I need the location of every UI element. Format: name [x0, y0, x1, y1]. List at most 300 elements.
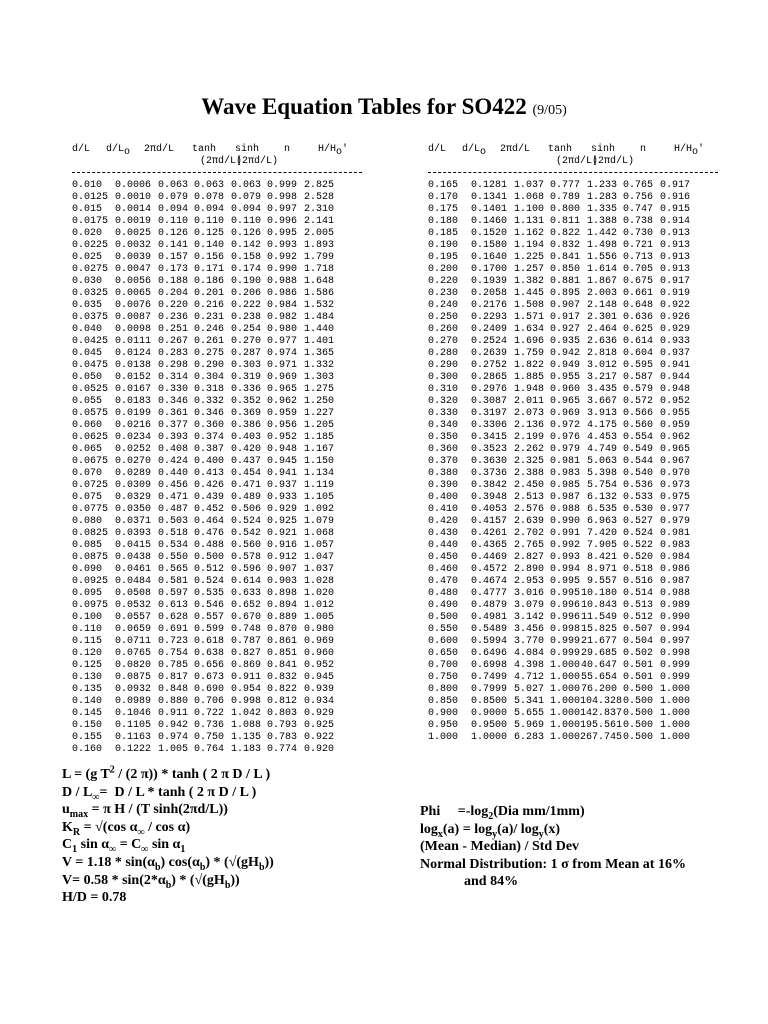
table-cell: 0.0199	[114, 408, 151, 419]
table-cell: 0.520	[622, 552, 653, 563]
table-cell: 0.789	[549, 192, 580, 203]
table-cell: 0.969	[549, 408, 580, 419]
table-cell: 0.0925	[72, 576, 109, 587]
table-cell: 0.2409	[470, 324, 507, 335]
table-cell: 0.085	[72, 540, 103, 551]
table-cell: 0.408	[157, 444, 188, 455]
table-row	[72, 396, 334, 408]
table-cell: 0.800	[549, 204, 580, 215]
table-row	[72, 408, 334, 420]
table-cell: 0.130	[72, 672, 103, 683]
table-cell: 0.597	[157, 588, 188, 599]
table-cell: 1.194	[513, 240, 544, 251]
table-cell: 1.131	[513, 216, 544, 227]
table-cell: 0.572	[622, 396, 653, 407]
table-cell: 0.926	[659, 312, 690, 323]
table-row	[72, 540, 334, 552]
table-cell: 0.912	[266, 552, 297, 563]
table-cell: 0.979	[659, 516, 690, 527]
table-cell: 0.945	[303, 672, 334, 683]
table-cell: 0.922	[303, 732, 334, 743]
table-cell: 0.3630	[470, 456, 507, 467]
table-cell: 0.1105	[114, 720, 151, 731]
table-cell: 0.992	[549, 540, 580, 551]
table-cell: 1.634	[513, 324, 544, 335]
table-cell: 0.361	[157, 408, 188, 419]
table-cell: 0.1939	[470, 276, 507, 287]
table-cell: 2.765	[513, 540, 544, 551]
table-cell: 0.501	[622, 672, 653, 683]
table-cell: 0.925	[303, 720, 334, 731]
table-cell: 0.403	[230, 432, 261, 443]
table-cell: 0.9500	[470, 720, 507, 731]
table-cell: 0.090	[72, 564, 103, 575]
table-cell: 0.690	[193, 684, 224, 695]
table-cell: 0.929	[266, 504, 297, 515]
table-cell: 0.811	[549, 216, 580, 227]
table-cell: 0.145	[72, 708, 103, 719]
table-cell: 1.556	[586, 252, 617, 263]
table-cell: 3.667	[586, 396, 617, 407]
table-row	[428, 636, 690, 648]
table-cell: 0.565	[157, 564, 188, 575]
table-cell: 0.126	[230, 228, 261, 239]
table-cell: 2.136	[513, 420, 544, 431]
table-cell: 0.915	[659, 204, 690, 215]
table-cell: 0.456	[157, 480, 188, 491]
table-row	[72, 732, 334, 744]
table-cell: 0.0275	[72, 264, 109, 275]
table-cell: 0.578	[230, 552, 261, 563]
table-cell: 0.115	[72, 636, 103, 647]
table-cell: 29.685	[580, 648, 617, 659]
table-cell: 0.913	[659, 264, 690, 275]
table-cell: 0.533	[622, 492, 653, 503]
table-cell: 3.913	[586, 408, 617, 419]
table-row	[428, 240, 690, 252]
formula-line: H/D = 0.78	[62, 890, 127, 906]
table-cell: 0.516	[622, 576, 653, 587]
table-cell: 1.532	[303, 300, 334, 311]
table-cell: 0.841	[549, 252, 580, 263]
table-cell: 1.571	[513, 312, 544, 323]
table-cell: 0.881	[549, 276, 580, 287]
table-cell: 0.2865	[470, 372, 507, 383]
page-title	[0, 93, 768, 125]
table-cell: 2.513	[513, 492, 544, 503]
table-cell: 0.173	[157, 264, 188, 275]
table-cell: 0.524	[622, 528, 653, 539]
table-header	[72, 144, 349, 180]
table-cell: 0.2293	[470, 312, 507, 323]
table-cell: 0.0216	[114, 420, 151, 431]
column-header: $H/H_o'$	[318, 144, 349, 158]
table-cell: 0.747	[622, 204, 653, 215]
table-cell: 0.0725	[72, 480, 109, 491]
table-cell: 0.165	[428, 180, 459, 191]
formula-line: $D / L_\infty= D / L * \tanh$ ( 2 π D / L )	[62, 784, 257, 803]
title-date: (9/05)	[532, 103, 567, 118]
table-cell: 0.3736	[470, 468, 507, 479]
table-cell: 1.440	[303, 324, 334, 335]
table-row	[428, 408, 690, 420]
table-cell: 0.750	[428, 672, 459, 683]
table-cell: 0.377	[157, 420, 188, 431]
table-cell: 0.230	[428, 288, 459, 299]
table-cell: 0.975	[659, 492, 690, 503]
table-cell: 1.150	[303, 456, 334, 467]
table-cell: 0.527	[622, 516, 653, 527]
table-cell: 1.000	[659, 720, 690, 731]
table-cell: 0.988	[266, 276, 297, 287]
table-cell: 1.0000	[470, 732, 507, 743]
table-cell: 0.5994	[470, 636, 507, 647]
table-cell: 0.965	[266, 384, 297, 395]
table-cell: 0.035	[72, 300, 103, 311]
table-cell: 0.231	[193, 312, 224, 323]
table-row	[428, 456, 690, 468]
table-cell: 0.913	[659, 252, 690, 263]
table-cell: 0.336	[230, 384, 261, 395]
table-cell: 0.579	[622, 384, 653, 395]
table-cell: 0.506	[230, 504, 261, 515]
table-cell: 0.604	[622, 348, 653, 359]
table-cell: 0.987	[549, 492, 580, 503]
column-subheader: (2πd/L)	[200, 156, 243, 167]
table-cell: 0.251	[157, 324, 188, 335]
table-row	[428, 324, 690, 336]
table-row	[72, 228, 334, 240]
table-cell: 0.783	[266, 732, 297, 743]
table-cell: 0.490	[428, 600, 459, 611]
prime-mark: '	[342, 144, 349, 155]
table-cell: 2.827	[513, 552, 544, 563]
table-cell: 1.614	[586, 264, 617, 275]
table-cell: 0.500	[622, 708, 653, 719]
table-cell: 0.503	[157, 516, 188, 527]
table-cell: 1.498	[586, 240, 617, 251]
table-row	[72, 672, 334, 684]
table-cell: 0.869	[230, 660, 261, 671]
table-cell: 1.000	[549, 660, 580, 671]
table-cell: 0.075	[72, 492, 103, 503]
table-cell: 0.750	[193, 732, 224, 743]
table-cell: 55.654	[580, 672, 617, 683]
table-cell: 0.974	[157, 732, 188, 743]
table-cell: 0.723	[157, 636, 188, 647]
table-cell: 0.0065	[114, 288, 151, 299]
table-cell: 0.986	[659, 564, 690, 575]
table-cell: 0.812	[266, 696, 297, 707]
table-cell: 0.065	[72, 444, 103, 455]
table-cell: 0.999	[659, 660, 690, 671]
table-cell: 0.898	[266, 588, 297, 599]
table-cell: 0.618	[193, 636, 224, 647]
table-cell: 1.000	[549, 732, 580, 743]
table-cell: 2.301	[586, 312, 617, 323]
table-cell: 0.1460	[470, 216, 507, 227]
table-cell: 1.586	[303, 288, 334, 299]
table-cell: 0.600	[428, 636, 459, 647]
table-cell: 0.260	[428, 324, 459, 335]
table-cell: 0.0098	[114, 324, 151, 335]
table-cell: 0.993	[549, 552, 580, 563]
table-cell: 1.119	[303, 480, 334, 491]
table-cell: 0.050	[72, 372, 103, 383]
table-row	[428, 348, 690, 360]
table-cell: 1.227	[303, 408, 334, 419]
table-cell: 0.0329	[114, 492, 151, 503]
table-cell: 0.452	[193, 504, 224, 515]
table-cell: 0.948	[659, 384, 690, 395]
table-row	[72, 504, 334, 516]
table-cell: 0.722	[193, 708, 224, 719]
table-cell: 0.110	[230, 216, 261, 227]
table-cell: 2.005	[303, 228, 334, 239]
table-cell: 1.508	[513, 300, 544, 311]
table-cell: 0.595	[622, 360, 653, 371]
table-cell: 0.287	[230, 348, 261, 359]
table-cell: 0.150	[72, 720, 103, 731]
table-cell: 8.971	[586, 564, 617, 575]
table-cell: 0.201	[193, 288, 224, 299]
table-cell: 0.0475	[72, 360, 109, 371]
table-cell: 0.280	[428, 348, 459, 359]
table-cell: 0.997	[659, 636, 690, 647]
table-cell: 0.850	[549, 264, 580, 275]
table-cell: 2.636	[586, 336, 617, 347]
table-cell: 0.803	[266, 708, 297, 719]
table-cell: 0.360	[428, 444, 459, 455]
table-cell: 1.005	[157, 744, 188, 755]
table-cell: 0.524	[193, 576, 224, 587]
table-cell: 0.959	[266, 408, 297, 419]
table-cell: 0.470	[428, 576, 459, 587]
table-cell: 0.2524	[470, 336, 507, 347]
table-row	[428, 672, 690, 684]
table-cell: 0.500	[622, 684, 653, 695]
table-cell: 1.893	[303, 240, 334, 251]
table-cell: 0.185	[428, 228, 459, 239]
formulas-left	[62, 766, 274, 907]
table-cell: 0.937	[266, 480, 297, 491]
table-cell: 1.012	[303, 600, 334, 611]
table-cell: 0.851	[266, 648, 297, 659]
table-cell: 0.774	[266, 744, 297, 755]
table-cell: 76.200	[580, 684, 617, 695]
table-cell: 0.080	[72, 516, 103, 527]
table-cell: 0.540	[622, 468, 653, 479]
table-cell: 0.0006	[114, 180, 151, 191]
table-cell: 0.2058	[470, 288, 507, 299]
table-cell: 2.702	[513, 528, 544, 539]
table-row	[72, 564, 334, 576]
table-cell: 0.534	[157, 540, 188, 551]
column-header: $d/L_o$	[462, 144, 487, 158]
table-cell: 3.435	[586, 384, 617, 395]
table-cell: 0.981	[549, 456, 580, 467]
table-cell: 0.190	[428, 240, 459, 251]
table-cell: 0.972	[549, 420, 580, 431]
table-cell: 0.817	[157, 672, 188, 683]
table-cell: 0.955	[659, 408, 690, 419]
table-row	[428, 708, 690, 720]
table-cell: 0.386	[230, 420, 261, 431]
table-cell: 0.990	[659, 612, 690, 623]
table-cell: 3.016	[513, 588, 544, 599]
table-cell: 0.0711	[114, 636, 151, 647]
column-header: d/L	[72, 144, 91, 155]
note-line: (Mean - Median) / Std Dev	[420, 839, 580, 855]
table-cell: 0.489	[230, 492, 261, 503]
table-cell: 0.982	[266, 312, 297, 323]
table-cell: 0.889	[266, 612, 297, 623]
table-cell: 1.335	[586, 204, 617, 215]
table-cell: 0.0775	[72, 504, 109, 515]
table-cell: 1.401	[303, 336, 334, 347]
table-cell: 5.027	[513, 684, 544, 695]
column-header: tanh	[548, 144, 573, 155]
formula-line: $V = 1.18 * \sin(\alpha_b)$ $\cos(\alpha_b) * (√(gH_b))$	[62, 854, 274, 873]
table-cell: 0.0025	[114, 228, 151, 239]
wave-table-left	[72, 144, 349, 756]
column-header: n	[284, 144, 291, 155]
table-cell: 1.822	[513, 360, 544, 371]
table-cell: 0.110	[157, 216, 188, 227]
table-cell: 0.628	[157, 612, 188, 623]
table-cell: 0.360	[193, 420, 224, 431]
column-header: sinh	[235, 144, 260, 155]
table-cell: 0.990	[549, 516, 580, 527]
table-cell: 15.825	[580, 624, 617, 635]
table-cell: 0.997	[266, 204, 297, 215]
table-cell: 2.325	[513, 456, 544, 467]
table-cell: 0.894	[266, 600, 297, 611]
table-cell: 4.712	[513, 672, 544, 683]
table-cell: 267.745	[580, 732, 623, 743]
table-cell: 0.960	[303, 648, 334, 659]
table-row	[72, 300, 334, 312]
table-row	[72, 252, 334, 264]
title-main: Wave Equation Tables for SO422	[201, 94, 527, 119]
table-row	[428, 192, 690, 204]
table-cell: 0.4981	[470, 612, 507, 623]
table-cell: 0.933	[266, 492, 297, 503]
table-cell: 0.290	[193, 360, 224, 371]
table-cell: 0.0125	[72, 192, 109, 203]
table-cell: 1.042	[230, 708, 261, 719]
table-cell: 0.942	[549, 348, 580, 359]
table-cell: 0.927	[549, 324, 580, 335]
table-cell: 0.0557	[114, 612, 151, 623]
table-cell: 0.713	[622, 252, 653, 263]
table-cell: 0.934	[303, 696, 334, 707]
column-subheader: (2πd/L)	[236, 156, 279, 167]
table-cell: 40.647	[580, 660, 617, 671]
table-row	[72, 648, 334, 660]
table-cell: 1.000	[549, 720, 580, 731]
table-cell: 0.998	[549, 624, 580, 635]
table-cell: 0.1401	[470, 204, 507, 215]
table-cell: 0.0625	[72, 432, 109, 443]
table-cell: 0.480	[428, 588, 459, 599]
table-row	[72, 360, 334, 372]
table-cell: 2.639	[513, 516, 544, 527]
table-cell: 3.217	[586, 372, 617, 383]
table-cell: 1.105	[303, 492, 334, 503]
table-cell: 0.748	[230, 624, 261, 635]
table-cell: 0.250	[428, 312, 459, 323]
table-cell: 1.332	[303, 360, 334, 371]
table-row	[428, 216, 690, 228]
table-cell: 2.464	[586, 324, 617, 335]
table-row	[72, 636, 334, 648]
table-cell: 0.240	[428, 300, 459, 311]
table-row	[428, 648, 690, 660]
table-cell: 0.1046	[114, 708, 151, 719]
table-cell: 0.471	[230, 480, 261, 491]
formula-line: $C_1$ $\sin \alpha_\infty = C_\infty$ $\sin \alpha_1$	[62, 837, 186, 856]
table-cell: 1.068	[303, 528, 334, 539]
table-cell: 0.471	[157, 492, 188, 503]
table-row	[428, 720, 690, 732]
table-cell: 5.754	[586, 480, 617, 491]
table-cell: 0.999	[266, 180, 297, 191]
table-cell: 0.941	[266, 468, 297, 479]
table-cell: 0.939	[303, 684, 334, 695]
table-cell: 0.220	[428, 276, 459, 287]
table-cell: 0.822	[266, 684, 297, 695]
table-cell: 0.332	[193, 396, 224, 407]
table-cell: 0.125	[72, 660, 103, 671]
table-cell: 0.290	[428, 360, 459, 371]
table-cell: 0.488	[193, 540, 224, 551]
table-cell: 0.1640	[470, 252, 507, 263]
table-cell: 3.142	[513, 612, 544, 623]
table-cell: 0.785	[157, 660, 188, 671]
table-cell: 2.818	[586, 348, 617, 359]
table-cell: 0.736	[193, 720, 224, 731]
table-cell: 0.988	[659, 588, 690, 599]
table-cell: 1.445	[513, 288, 544, 299]
table-cell: 0.319	[230, 372, 261, 383]
table-cell: 0.304	[193, 372, 224, 383]
table-header	[428, 144, 705, 180]
table-cell: 0.390	[428, 480, 459, 491]
table-row	[428, 684, 690, 696]
table-cell: 0.2976	[470, 384, 507, 395]
table-cell: 0.270	[428, 336, 459, 347]
table-cell: 0.140	[72, 696, 103, 707]
table-cell: 0.935	[549, 336, 580, 347]
table-cell: 0.0167	[114, 384, 151, 395]
table-row	[428, 336, 690, 348]
table-cell: 0.437	[230, 456, 261, 467]
table-cell: 0.950	[428, 720, 459, 731]
table-cell: 0.170	[428, 192, 459, 203]
table-cell: 0.929	[659, 324, 690, 335]
table-row	[428, 180, 690, 192]
table-cell: 0.094	[193, 204, 224, 215]
subscript-o: o	[336, 147, 343, 158]
table-cell: 0.500	[622, 696, 653, 707]
note-line: Phi $=-\log_2(Dia$ mm/1mm)	[420, 804, 585, 822]
table-cell: 0.025	[72, 252, 103, 263]
table-cell: 0.501	[622, 660, 653, 671]
table-cell: 0.656	[193, 660, 224, 671]
table-row	[72, 600, 334, 612]
table-cell: 4.175	[586, 420, 617, 431]
